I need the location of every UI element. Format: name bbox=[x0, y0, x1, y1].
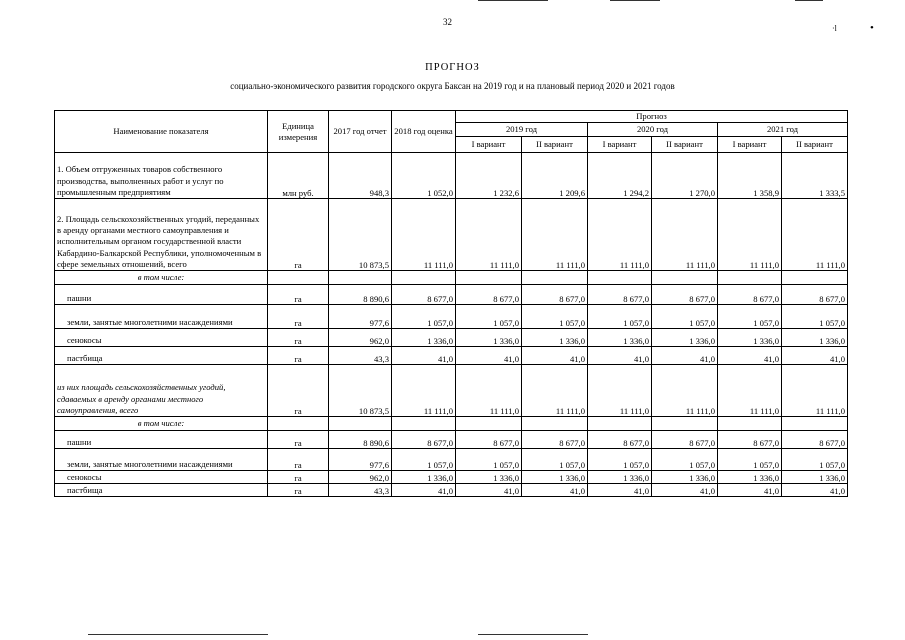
row-value: 1 336,0 bbox=[782, 329, 848, 347]
row-value: 8 677,0 bbox=[782, 431, 848, 449]
row-value bbox=[718, 417, 782, 431]
row-value: 1 333,5 bbox=[782, 153, 848, 199]
forecast-table bbox=[54, 110, 848, 497]
row-value: 1 057,0 bbox=[392, 305, 456, 329]
row-value: 1 057,0 bbox=[782, 305, 848, 329]
page-subtitle: социально-экономического развития городского округа Баксан на 2019 год и на плановый период 2020 и 2021 годов bbox=[230, 81, 675, 91]
row-value: 1 057,0 bbox=[456, 449, 522, 471]
row-unit: га bbox=[268, 305, 329, 329]
row-value: 8 677,0 bbox=[522, 285, 588, 305]
row-value: 977,6 bbox=[329, 305, 392, 329]
row-value: 1 336,0 bbox=[456, 471, 522, 484]
corner-mark: ·l bbox=[832, 24, 837, 33]
row-value: 8 677,0 bbox=[392, 431, 456, 449]
row-value: 11 111,0 bbox=[652, 365, 718, 417]
row-indicator-name: сенокосы bbox=[55, 329, 268, 347]
row-value: 1 270,0 bbox=[652, 153, 718, 199]
row-value bbox=[329, 417, 392, 431]
row-value: 10 873,5 bbox=[329, 199, 392, 271]
table-row bbox=[55, 449, 848, 471]
row-unit: га bbox=[268, 431, 329, 449]
row-value: 11 111,0 bbox=[588, 199, 652, 271]
row-unit: га bbox=[268, 484, 329, 497]
row-value: 41,0 bbox=[456, 347, 522, 365]
header-variant: I вариант bbox=[718, 137, 782, 153]
row-value: 1 294,2 bbox=[588, 153, 652, 199]
header-2017: 2017 год отчет bbox=[329, 111, 392, 153]
row-value: 10 873,5 bbox=[329, 365, 392, 417]
header-variant: II вариант bbox=[782, 137, 848, 153]
row-value: 8 677,0 bbox=[392, 285, 456, 305]
row-value: 1 057,0 bbox=[652, 449, 718, 471]
row-unit: млн руб. bbox=[268, 153, 329, 199]
row-value: 1 336,0 bbox=[522, 329, 588, 347]
row-value: 8 677,0 bbox=[652, 431, 718, 449]
row-unit bbox=[268, 417, 329, 431]
row-indicator-name: в том числе: bbox=[55, 271, 268, 285]
row-indicator-name: пашни bbox=[55, 285, 268, 305]
row-unit: га bbox=[268, 199, 329, 271]
row-value: 1 057,0 bbox=[652, 305, 718, 329]
row-unit bbox=[268, 271, 329, 285]
header-variant: II вариант bbox=[522, 137, 588, 153]
row-value: 8 677,0 bbox=[718, 285, 782, 305]
row-value: 1 336,0 bbox=[588, 329, 652, 347]
table-row bbox=[55, 347, 848, 365]
row-value: 1 336,0 bbox=[522, 471, 588, 484]
header-variant: II вариант bbox=[652, 137, 718, 153]
row-value: 41,0 bbox=[782, 484, 848, 497]
row-value: 1 057,0 bbox=[782, 449, 848, 471]
row-unit: га bbox=[268, 329, 329, 347]
row-value: 977,6 bbox=[329, 449, 392, 471]
row-value: 11 111,0 bbox=[718, 199, 782, 271]
row-value: 1 232,6 bbox=[456, 153, 522, 199]
row-indicator-name: 1. Объем отгруженных товаров собственного производства, выполненных работ и услуг по промышленным предприятиям bbox=[55, 153, 268, 199]
row-value: 962,0 bbox=[329, 471, 392, 484]
row-value: 41,0 bbox=[782, 347, 848, 365]
row-indicator-name: сенокосы bbox=[55, 471, 268, 484]
row-value: 1 336,0 bbox=[392, 329, 456, 347]
row-unit: га bbox=[268, 347, 329, 365]
table-row bbox=[55, 417, 848, 431]
row-value: 1 057,0 bbox=[392, 449, 456, 471]
row-value: 41,0 bbox=[522, 347, 588, 365]
row-value: 962,0 bbox=[329, 329, 392, 347]
row-unit: га bbox=[268, 449, 329, 471]
row-value bbox=[588, 417, 652, 431]
row-value bbox=[522, 271, 588, 285]
header-unit: Единица измерения bbox=[268, 111, 329, 153]
row-value: 11 111,0 bbox=[522, 199, 588, 271]
page-number: 32 bbox=[443, 17, 452, 27]
row-value: 1 336,0 bbox=[392, 471, 456, 484]
row-value: 11 111,0 bbox=[392, 365, 456, 417]
row-value: 8 677,0 bbox=[522, 431, 588, 449]
header-2018: 2018 год оценка bbox=[392, 111, 456, 153]
table-row bbox=[55, 285, 848, 305]
row-value: 8 890,6 bbox=[329, 285, 392, 305]
scan-line-top-1 bbox=[478, 0, 548, 1]
row-value bbox=[718, 271, 782, 285]
row-value: 41,0 bbox=[718, 347, 782, 365]
row-value: 8 677,0 bbox=[588, 285, 652, 305]
row-value bbox=[588, 271, 652, 285]
row-value: 41,0 bbox=[392, 484, 456, 497]
row-value: 43,3 bbox=[329, 484, 392, 497]
row-indicator-name: из них площадь сельскохозяйственных угодий, сдаваемых в аренду органами местного самоуправления, всего bbox=[55, 365, 268, 417]
row-value: 1 057,0 bbox=[718, 449, 782, 471]
page-title: ПРОГНОЗ bbox=[425, 62, 480, 73]
row-value: 43,3 bbox=[329, 347, 392, 365]
row-value bbox=[456, 271, 522, 285]
table-row bbox=[55, 484, 848, 497]
row-value: 8 677,0 bbox=[456, 431, 522, 449]
row-value: 41,0 bbox=[588, 484, 652, 497]
row-value: 1 336,0 bbox=[718, 329, 782, 347]
row-value: 11 111,0 bbox=[718, 365, 782, 417]
row-indicator-name: 2. Площадь сельскохозяйственных угодий, переданных в аренду органами местного самоуправления и исполнительным органом государственной власти Кабардино-Балкарской Республики, уполномоченным в сфере земельных отношений, всего bbox=[55, 199, 268, 271]
table-row bbox=[55, 471, 848, 484]
row-value bbox=[652, 271, 718, 285]
row-value: 41,0 bbox=[652, 347, 718, 365]
table-row bbox=[55, 271, 848, 285]
row-indicator-name: земли, занятые многолетними насаждениями bbox=[55, 449, 268, 471]
row-value: 8 677,0 bbox=[718, 431, 782, 449]
row-value: 1 057,0 bbox=[718, 305, 782, 329]
header-name: Наименование показателя bbox=[55, 111, 268, 153]
header-forecast: Прогноз bbox=[456, 111, 848, 123]
row-value: 8 677,0 bbox=[456, 285, 522, 305]
row-value: 1 057,0 bbox=[522, 449, 588, 471]
row-value: 11 111,0 bbox=[456, 365, 522, 417]
row-value: 11 111,0 bbox=[782, 365, 848, 417]
header-year-2021: 2021 год bbox=[718, 123, 848, 137]
row-value: 8 677,0 bbox=[652, 285, 718, 305]
row-value: 1 209,6 bbox=[522, 153, 588, 199]
row-unit: га bbox=[268, 471, 329, 484]
row-value bbox=[782, 417, 848, 431]
row-indicator-name: пашни bbox=[55, 431, 268, 449]
row-value: 41,0 bbox=[718, 484, 782, 497]
row-value: 1 057,0 bbox=[522, 305, 588, 329]
row-value bbox=[456, 417, 522, 431]
row-value: 11 111,0 bbox=[588, 365, 652, 417]
row-value: 11 111,0 bbox=[522, 365, 588, 417]
row-value: 1 336,0 bbox=[652, 471, 718, 484]
row-value: 1 336,0 bbox=[782, 471, 848, 484]
row-value: 8 890,6 bbox=[329, 431, 392, 449]
row-value: 41,0 bbox=[522, 484, 588, 497]
row-value: 1 052,0 bbox=[392, 153, 456, 199]
row-indicator-name: земли, занятые многолетними насаждениями bbox=[55, 305, 268, 329]
row-value: 1 336,0 bbox=[588, 471, 652, 484]
row-value: 1 336,0 bbox=[652, 329, 718, 347]
row-value: 1 336,0 bbox=[456, 329, 522, 347]
row-value: 1 057,0 bbox=[588, 449, 652, 471]
row-indicator-name: в том числе: bbox=[55, 417, 268, 431]
row-value: 11 111,0 bbox=[652, 199, 718, 271]
row-value: 948,3 bbox=[329, 153, 392, 199]
row-value: 8 677,0 bbox=[588, 431, 652, 449]
table-row bbox=[55, 199, 848, 271]
row-value: 11 111,0 bbox=[392, 199, 456, 271]
header-variant: I вариант bbox=[456, 137, 522, 153]
row-value: 41,0 bbox=[588, 347, 652, 365]
table-row bbox=[55, 305, 848, 329]
row-value: 41,0 bbox=[456, 484, 522, 497]
row-value bbox=[329, 271, 392, 285]
scan-line-bottom-1 bbox=[88, 634, 268, 635]
header-year-2019: 2019 год bbox=[456, 123, 588, 137]
row-value bbox=[392, 417, 456, 431]
row-value bbox=[652, 417, 718, 431]
row-value: 1 358,9 bbox=[718, 153, 782, 199]
row-value bbox=[522, 417, 588, 431]
table-row bbox=[55, 329, 848, 347]
row-value bbox=[782, 271, 848, 285]
row-value: 1 057,0 bbox=[456, 305, 522, 329]
row-indicator-name: пастбища bbox=[55, 347, 268, 365]
row-unit: га bbox=[268, 285, 329, 305]
row-value: 1 336,0 bbox=[718, 471, 782, 484]
row-value: 41,0 bbox=[392, 347, 456, 365]
row-value: 11 111,0 bbox=[456, 199, 522, 271]
row-value: 8 677,0 bbox=[782, 285, 848, 305]
scan-line-bottom-2 bbox=[478, 634, 588, 635]
row-value: 11 111,0 bbox=[782, 199, 848, 271]
row-indicator-name: пастбища bbox=[55, 484, 268, 497]
row-unit: га bbox=[268, 365, 329, 417]
row-value bbox=[392, 271, 456, 285]
row-value: 1 057,0 bbox=[588, 305, 652, 329]
table-row bbox=[55, 365, 848, 417]
table-row bbox=[55, 153, 848, 199]
row-value: 41,0 bbox=[652, 484, 718, 497]
corner-dot: • bbox=[870, 22, 874, 34]
table-row bbox=[55, 431, 848, 449]
scan-line-top-2 bbox=[610, 0, 660, 1]
header-variant: I вариант bbox=[588, 137, 652, 153]
header-year-2020: 2020 год bbox=[588, 123, 718, 137]
scan-line-top-3 bbox=[795, 0, 823, 1]
